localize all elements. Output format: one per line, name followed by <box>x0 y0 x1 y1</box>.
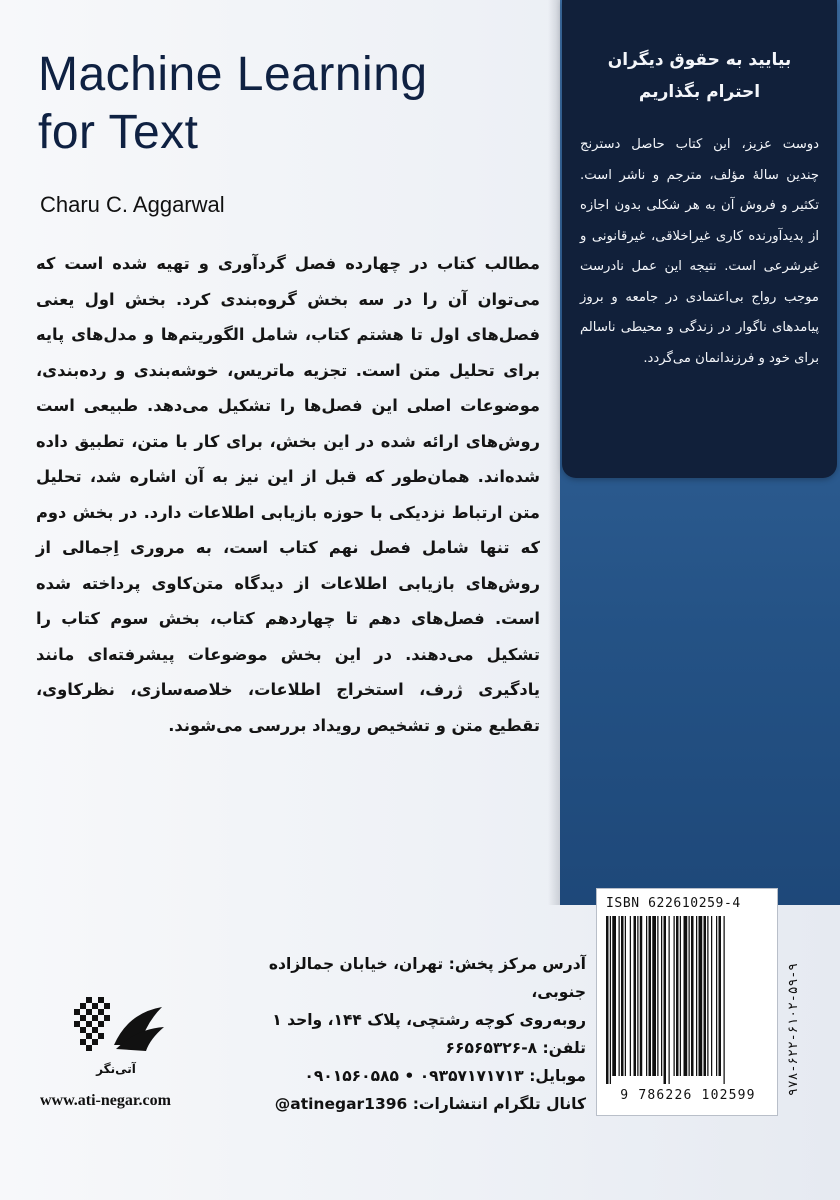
barcode-bar <box>625 916 626 1076</box>
barcode-bar <box>610 916 611 1084</box>
barcode-digits: 9 786226 102599 <box>620 1088 756 1103</box>
mobile-value-1: ۰۹۳۵۷۱۷۱۷۱۳ <box>419 1067 524 1085</box>
telegram-handle[interactable]: @atinegar1396 <box>274 1095 408 1113</box>
publisher-logo-icon <box>66 993 166 1063</box>
barcode-bar <box>674 916 675 1076</box>
barcode-bar <box>680 916 681 1076</box>
book-title-line1: Machine Learning <box>38 48 428 101</box>
barcode-bar <box>716 916 717 1076</box>
barcode-bar <box>691 916 694 1076</box>
barcode-bar <box>657 916 658 1076</box>
address-line1: آدرس مرکز پخش: تهران، خیابان جمالزاده جنوبی، <box>268 955 586 1001</box>
telegram-line <box>220 1090 586 1118</box>
barcode-bar <box>707 916 708 1076</box>
phone-label: تلفن: <box>542 1039 586 1057</box>
barcode-bar <box>630 916 631 1076</box>
book-description: مطالب کتاب در چهارده فصل گردآوری و تهیه شده است که می‌توان آن را در سه بخش گروه‌بندی کرد. بخش اول یعنی فصل‌های اول تا هشتم کتاب، شامل الگوریتم‌ها و مدل‌های پایه برای تحلیل متن است. تجزیه ماتریس، خوشه‌بندی و رده‌بندی، موضوعات اصلی این فصل‌ها را تشکیل می‌دهد. طبیعی است روش‌های ارائه شده در این بخش، برای کار با متن، تطبیق داده شده‌اند. همان‌طور که قبل از این نیز به آن اشاره شد، تحلیل متن ارتباط نزدیکی با حوزه بازیابی اطلاعات دارد. در بخش دوم که تنها شامل فصل نهم کتاب است، به مروری اِجمالی از روش‌های بازیابی اطلاعات از دیدگاه متن‌کاوی پرداخته شده است. فصل‌های دهم تا چهاردهم کتاب، بخش سوم کتاب را تشکیل می‌دهند. در این بخش موضوعات پیشرفته‌ای مانند یادگیری ژرف، استخراج اطلاعات، خلاصه‌سازی، نظرکاوی، تقطیع متن و تشخیص رویداد بررسی می‌شوند. <box>36 254 540 735</box>
notice-title <box>576 44 823 108</box>
mobile-line <box>220 1062 586 1090</box>
notice-body: دوست عزیز، این کتاب حاصل دسترنج چندین سالهٔ مؤلف، مترجم و ناشر است. تکثیر و فروش آن به هر شکلی بدون اجازه از پدیدآورنده کاری غیراخلاقی، غیرقانونی و غیرشرعی است. نتیجه این عمل نادرست موجب رواج بی‌اعتمادی در جامعه و بروز پیامدهای ناگوار در زندگی و محیطی ناسالم برای خود و فرزندانمان می‌گردد. <box>580 137 819 366</box>
phone-line <box>220 1034 586 1062</box>
book-title <box>38 46 538 162</box>
barcode-bar <box>689 916 690 1076</box>
barcode-bar <box>684 916 688 1076</box>
barcode-bar <box>634 916 637 1076</box>
barcode-bar <box>711 916 712 1076</box>
notice-title-line2: احترام بگذاریم <box>638 82 761 102</box>
publisher-website-link[interactable]: www.ati-negar.com <box>40 1092 171 1109</box>
barcode-bar <box>704 916 707 1076</box>
barcode-bar <box>676 916 679 1076</box>
book-author: Charu C. Aggarwal <box>40 192 225 217</box>
barcode-bar <box>696 916 697 1076</box>
mobile-separator: • <box>404 1067 415 1085</box>
barcode-bar <box>724 916 725 1084</box>
mobile-label: موبایل: <box>529 1067 586 1085</box>
publisher-info <box>220 950 586 1118</box>
isbn-label: ISBN 622610259-4 <box>606 896 741 911</box>
barcode-bar <box>619 916 620 1076</box>
publisher-logo-text: آتی‌نگر <box>96 1062 136 1076</box>
barcode-bar <box>646 916 647 1076</box>
address-line2: روبه‌روی کوچه رشتچی، پلاک ۱۴۴، واحد ۱ <box>272 1011 586 1029</box>
barcode-bar <box>664 916 667 1084</box>
barcode-bar <box>652 916 656 1076</box>
barcode-bar <box>640 916 643 1076</box>
barcode-bar <box>637 916 638 1076</box>
barcode-bar <box>669 916 670 1084</box>
barcode-bar <box>649 916 652 1076</box>
phone-value: ۸-۶۶۵۶۵۳۲۶ <box>445 1039 538 1057</box>
notice-title-line1: بیایید به حقوق دیگران <box>607 50 792 70</box>
copyright-notice-panel <box>562 0 837 478</box>
barcode-bar <box>661 916 662 1076</box>
telegram-label: کانال تلگرام انتشارات: <box>412 1095 586 1113</box>
mobile-value-2: ۰۹۰۱۵۶۰۵۸۵ <box>304 1067 399 1085</box>
barcode-bar <box>606 916 609 1084</box>
barcode-bar <box>621 916 624 1076</box>
barcode-bar <box>719 916 722 1076</box>
isbn-vertical: ۹۷۸-۶۲۲-۶۱۰۲-۵۹-۹ <box>786 962 801 1096</box>
barcode-bars <box>604 916 770 1084</box>
barcode-bar <box>612 916 616 1076</box>
barcode-bar <box>699 916 703 1076</box>
book-title-line2: for Text <box>38 106 199 159</box>
